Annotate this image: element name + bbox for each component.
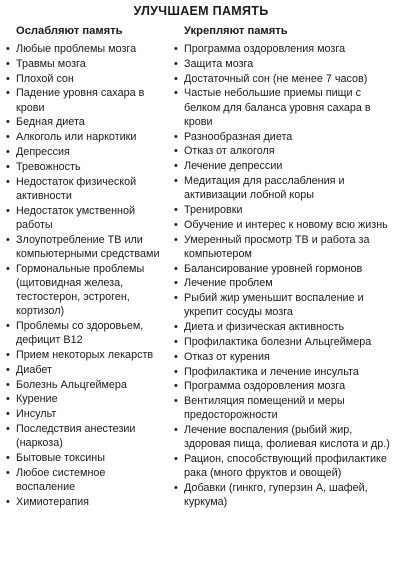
list-item: • Травмы мозга bbox=[6, 57, 166, 71]
list-item: • Химиотерапия bbox=[6, 495, 166, 509]
list-item: • Балансирование уровней гормонов bbox=[174, 262, 396, 276]
page-title: УЛУЧШАЕМ ПАМЯТЬ bbox=[133, 4, 269, 18]
list-item: • Инсульт bbox=[6, 407, 166, 421]
strengthen-column bbox=[174, 24, 396, 510]
list-item: • Проблемы со здоровьем, дефицит В12 bbox=[6, 319, 166, 347]
list-item: • Профилактика и лечение инсульта bbox=[174, 365, 396, 379]
list-item: • Любое системное воспаление bbox=[6, 466, 166, 494]
list-item: • Последствия анестезии (наркоза) bbox=[6, 422, 166, 450]
list-item: • Недостаток умственной работы bbox=[6, 204, 166, 232]
list-item: • Диабет bbox=[6, 363, 166, 377]
list-item: • Частые небольшие приемы пищи с белком для баланса уровня сахара в крови bbox=[174, 86, 396, 129]
list-item: • Бытовые токсины bbox=[6, 451, 166, 465]
list-item: • Медитация для расслабления и активизации лобной коры bbox=[174, 174, 396, 202]
list-item: • Тревожность bbox=[6, 160, 166, 174]
weaken-heading: Ослабляют память bbox=[16, 25, 123, 37]
list-item: • Рацион, способствующий профилактике рака (много фруктов и овощей) bbox=[174, 452, 396, 480]
list-item: • Рыбий жир уменьшит воспаление и укрепит сосуды мозга bbox=[174, 291, 396, 319]
list-item: • Лечение воспаления (рыбий жир, здоровая пища, фолиевая кислота и др.) bbox=[174, 423, 396, 451]
columns bbox=[6, 24, 396, 510]
list-item: • Гормональные проблемы (щитовидная железа, тестостерон, эстроген, кортизол) bbox=[6, 262, 166, 319]
list-item: • Недостаток физической активности bbox=[6, 175, 166, 203]
list-item: • Отказ от алкоголя bbox=[174, 144, 396, 158]
list-item: • Лечение проблем bbox=[174, 276, 396, 290]
list-item: • Прием некоторых лекарств bbox=[6, 348, 166, 362]
list-item: • Болезнь Альцгеймера bbox=[6, 378, 166, 392]
list-item: • Злоупотребление ТВ или компьютерными средствами bbox=[6, 233, 166, 261]
list-item: • Защита мозга bbox=[174, 57, 396, 71]
list-item: • Обучение и интерес к новому всю жизнь bbox=[174, 218, 396, 232]
list-item: • Достаточный сон (не менее 7 часов) bbox=[174, 72, 396, 86]
list-item: • Программа оздоровления мозга bbox=[174, 379, 396, 393]
list-item: • Вентиляция помещений и меры предосторожности bbox=[174, 394, 396, 422]
weaken-list bbox=[6, 42, 166, 509]
list-item: • Тренировки bbox=[174, 203, 396, 217]
list-item: • Плохой сон bbox=[6, 72, 166, 86]
list-item: • Добавки (гинкго, гуперзин А, шафей, куркума) bbox=[174, 481, 396, 509]
list-item: • Падение уровня сахара в крови bbox=[6, 86, 166, 114]
list-item: • Профилактика болезни Альцгеймера bbox=[174, 335, 396, 349]
weaken-column bbox=[6, 24, 166, 510]
list-item: • Курение bbox=[6, 392, 166, 406]
strengthen-heading: Укрепляют память bbox=[184, 25, 288, 37]
list-item: • Программа оздоровления мозга bbox=[174, 42, 396, 56]
list-item: • Лечение депрессии bbox=[174, 159, 396, 173]
list-item: • Разнообразная диета bbox=[174, 130, 396, 144]
list-item: • Умеренный просмотр ТВ и работа за компьютером bbox=[174, 233, 396, 261]
list-item: • Депрессия bbox=[6, 145, 166, 159]
list-item: • Бедная диета bbox=[6, 115, 166, 129]
list-item: • Диета и физическая активность bbox=[174, 320, 396, 334]
list-item: • Любые проблемы мозга bbox=[6, 42, 166, 56]
list-item: • Алкоголь или наркотики bbox=[6, 130, 166, 144]
strengthen-list bbox=[174, 42, 396, 510]
list-item: • Отказ от курения bbox=[174, 350, 396, 364]
